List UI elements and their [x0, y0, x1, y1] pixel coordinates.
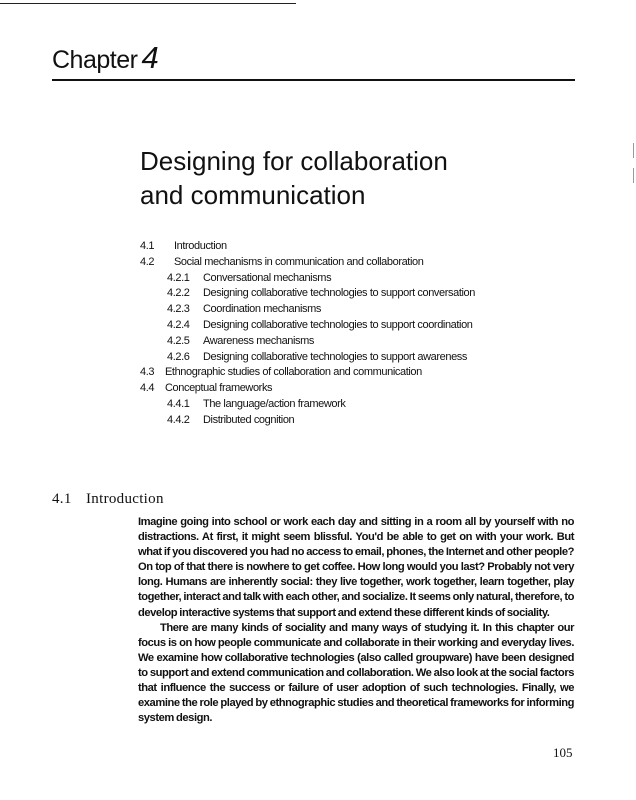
chapter-label: Chapter	[52, 46, 138, 74]
toc-item	[140, 271, 580, 287]
toc-text: Designing collaborative technologies to support coordination	[203, 318, 473, 331]
toc-text: Designing collaborative technologies to support awareness	[203, 350, 467, 363]
toc-number: 4.4	[140, 382, 155, 395]
toc-text: Distributed cognition	[203, 413, 295, 426]
chapter-number: 4	[141, 40, 159, 75]
toc-item: 4.1 Introduction	[140, 240, 227, 252]
chapter-title	[140, 144, 560, 212]
chapter-title-line: and communication	[140, 180, 366, 210]
section-title: Introduction	[86, 491, 164, 507]
toc-number: 4.4.1	[167, 397, 190, 410]
chapter-rule	[52, 79, 575, 81]
toc-item	[140, 397, 580, 413]
toc-item	[140, 302, 580, 318]
toc-item	[140, 286, 580, 302]
toc-text: Coordination mechanisms	[203, 303, 321, 316]
toc-text: Awareness mechanisms	[203, 334, 315, 347]
toc-item	[140, 413, 580, 429]
section-heading	[52, 491, 164, 508]
toc-text: Designing collaborative technologies to support conversation	[203, 287, 475, 300]
toc-number: 4.2.6	[167, 350, 190, 363]
toc-number: 4.2.2	[167, 287, 190, 300]
toc-number: 4.2.4	[167, 318, 190, 331]
toc-text: Conversational mechanisms	[203, 271, 332, 284]
toc-item	[140, 381, 580, 397]
toc-number: 4.4.2	[167, 413, 190, 426]
toc-item	[140, 334, 580, 350]
page-number: 105	[553, 745, 573, 760]
margin-mark	[633, 143, 634, 158]
top-rule	[0, 3, 296, 4]
toc-text: Introduction	[174, 240, 227, 252]
toc-text: Conceptual frameworks	[165, 382, 273, 395]
chapter-heading	[52, 40, 158, 76]
section-number: 4.1	[52, 491, 72, 507]
body-paragraph: Imagine going into school or work each day and sitting in a room all by yourself with no distractions. At first, it might seem blissful. You'd be able to get on with your work. But what if you discovered you had no access to email, phones, the Internet and other people? On top of that there is nowhere to get coffee. How long would you last? Probably not very long. Humans are inherently social: they live together, work together, learn together, play together, interact and talk with each other, and socialize. It seems only natural, therefore, to develop interactive systems that support and extend these different kinds of sociality.	[138, 516, 574, 619]
table-of-contents	[140, 239, 580, 429]
toc-number: 4.2.3	[167, 303, 190, 316]
toc-text: Social mechanisms in communication and collaboration	[174, 255, 424, 268]
toc-text: Ethnographic studies of collaboration and communication	[165, 366, 422, 379]
toc-item: 4.2 Social mechanisms in communication and collaboration	[140, 255, 424, 268]
toc-item	[140, 350, 580, 366]
toc-item	[140, 365, 580, 381]
toc-number: 4.2.1	[167, 271, 190, 284]
body-text	[138, 515, 574, 726]
body-paragraph: There are many kinds of sociality and many ways of studying it. In this chapter our focus is on how people communicate and collaborate in their working and everyday lives. We examine how collaborative technologies (also called groupware) have been designed to support and extend communication and collaboration. We also look at the social factors that influence the success or failure of user adoption of such technologies. Finally, we examine the role played by ethnographic studies and theoretical frameworks for informing system design.	[138, 621, 574, 725]
toc-item	[140, 318, 580, 334]
chapter-title-line: Designing for collaboration	[140, 146, 448, 176]
toc-text: The language/action framework	[203, 397, 346, 410]
toc-number: 4.2.5	[167, 334, 190, 347]
margin-mark	[633, 168, 634, 183]
toc-number: 4.3	[140, 366, 155, 379]
